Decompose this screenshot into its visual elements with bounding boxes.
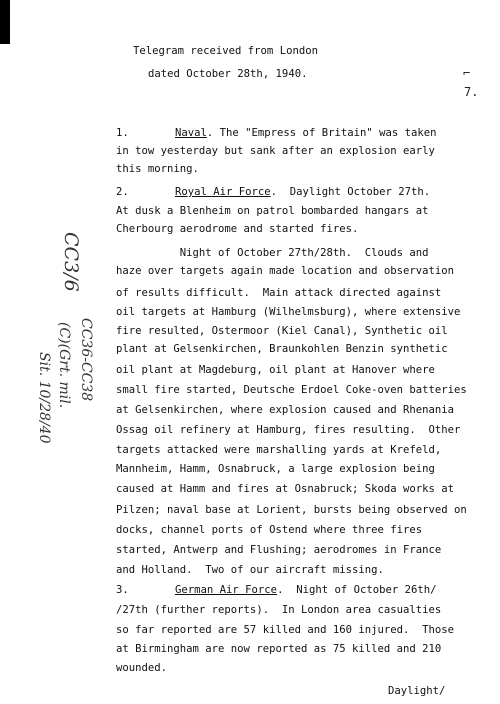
para-2-line-5: of results difficult. Main attack directed against [116,287,442,299]
para-3-line-0: . Night of October 26th/ [277,584,437,596]
para-2-line-13: targets attacked were marshalling yards at Krefeld, [116,444,442,456]
para-3-line-2: so far reported are 57 killed and 160 injured. Those [116,624,455,636]
margin-note-3: (C)(Grt. mil. [56,322,72,409]
para-2-line-11: at Gelsenkirchen, where explosion caused and Rhenania [116,404,455,416]
page-number: 7. [464,85,479,99]
para-2-line-2: Cherbourg aerodrome and started fires. [116,223,359,235]
para-2-line-10: small fire started, Deutsche Erdoel Coke-oven batteries [116,384,467,396]
para-3-line-1: /27th (further reports). In London area casualties [116,604,442,616]
scan-edge-mark [0,0,10,44]
para-1-line-2: this morning. [116,163,199,175]
para-1-number: 1. [116,127,129,139]
para-2-line-16: Pilzen; naval base at Lorient, bursts being observed on [116,504,467,516]
para-2-line-9: oil plant at Magdeburg, oil plant at Hanover where [116,364,435,376]
para-2-heading: Royal Air Force [175,186,271,198]
para-2-line-12: Ossag oil refinery at Hamburg, fires resulting. Other [116,424,461,436]
para-3-number: 3. [116,584,129,596]
para-2-line-6: oil targets at Hamburg (Wilhelmsburg), where extensive [116,306,461,318]
para-1-first-line [175,126,437,140]
para-2-number: 2. [116,186,129,198]
para-3-line-4: wounded. [116,662,168,674]
para-1-line-0: . The "Empress of Britain" was taken [206,127,437,139]
para-1-heading: Naval [175,127,207,139]
para-2-line-4: haze over targets again made location and observation [116,265,455,277]
para-3-first-line [175,583,437,597]
para-2-line-0: . Daylight October 27th. [270,186,431,198]
para-1-line-1: in tow yesterday but sank after an explosion early [116,145,435,157]
para-3-heading: German Air Force [175,584,278,596]
para-2-line-15: caused at Hamm and fires at Osnabruck; Skoda works at [116,483,455,495]
para-2-line-18: started, Antwerp and Flushing; aerodromes in France [116,544,442,556]
para-2-line-1: At dusk a Blenheim on patrol bombarded hangars at [116,205,429,217]
para-2-line-8: plant at Gelsenkirchen, Braunkohlen Benzin synthetic [116,343,448,355]
para-2-line-19: and Holland. Two of our aircraft missing. [116,564,384,576]
para-2-line-17: docks, channel ports of Ostend where three fires [116,524,423,536]
para-2-line-3: Night of October 27th/28th. Clouds and [116,247,429,259]
para-2-line-14: Mannheim, Hamm, Osnabruck, a large explosion being [116,463,435,475]
margin-note-4: Sit. 10/28/40 [36,352,52,444]
corner-mark: ⌐ [463,66,471,80]
para-2-line-7: fire resulted, Ostermoor (Kiel Canal), Synthetic oil [116,325,448,337]
header-line-1: Telegram received from London [133,45,318,57]
para-2-first-line [175,185,430,199]
continuation-word: Daylight/ [388,685,446,697]
header-line-2: dated October 28th, 1940. [148,68,308,80]
para-3-line-3: at Birmingham are now reported as 75 killed and 210 [116,643,442,655]
margin-note-1: CC3/6 [60,232,82,292]
margin-note-2: CC36-CC38 [78,318,94,402]
